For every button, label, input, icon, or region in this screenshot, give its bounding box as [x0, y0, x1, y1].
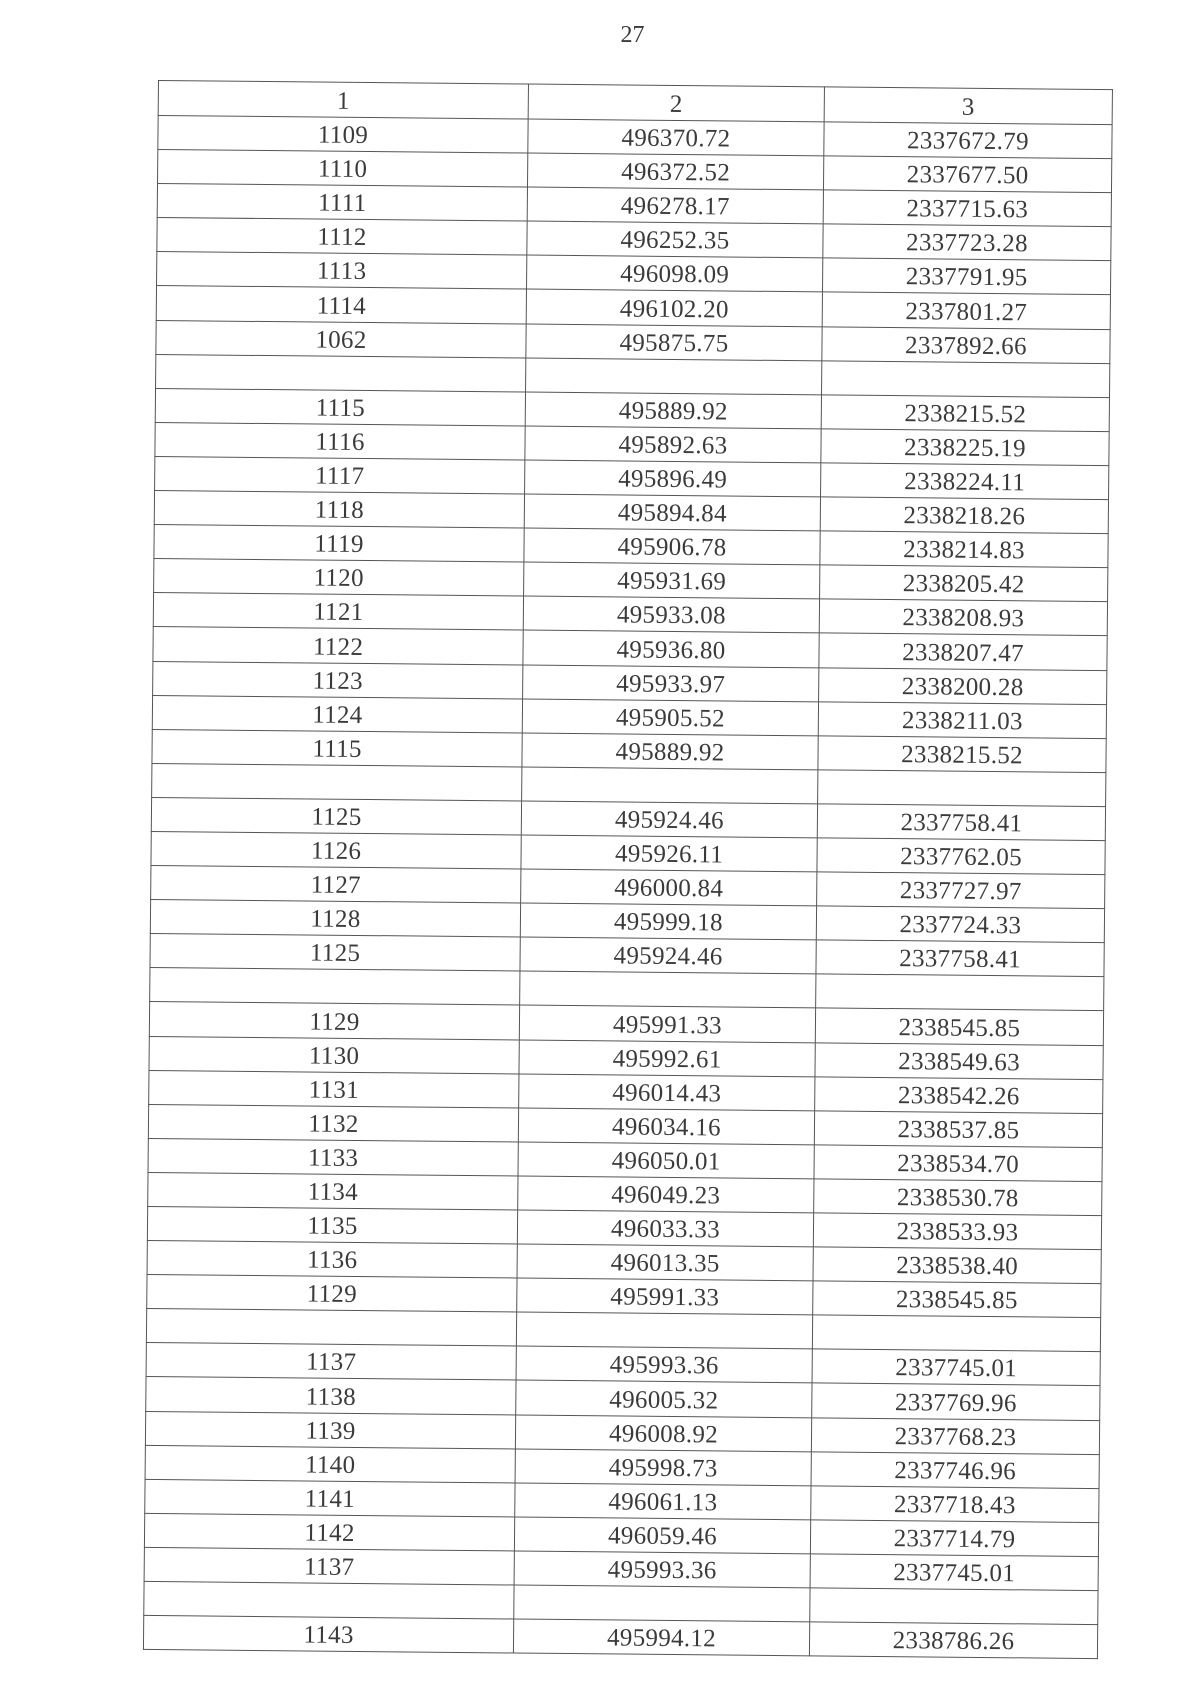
cell-y-coordinate: 2337758.41	[817, 804, 1105, 841]
cell-y-coordinate: 2338218.26	[820, 497, 1108, 534]
cell-y-coordinate: 2337768.23	[811, 1417, 1099, 1454]
cell-x-coordinate: 496370.72	[528, 119, 824, 156]
cell-point-number: 1142	[144, 1513, 514, 1551]
cell-x-coordinate: 495931.69	[524, 562, 820, 599]
cell-point-number: 1116	[155, 422, 525, 460]
cell-point-number: 1129	[149, 1002, 519, 1040]
page-number: 27	[620, 22, 645, 48]
cell-x-coordinate: 495889.92	[525, 392, 821, 429]
cell-x-coordinate: 496008.92	[515, 1415, 811, 1452]
cell-x-coordinate: 495993.36	[516, 1346, 812, 1383]
cell-x-coordinate: 495875.75	[526, 324, 822, 361]
cell-y-coordinate: 2337892.66	[822, 326, 1110, 363]
cell-point-number: 1122	[153, 627, 523, 665]
cell-point-number	[152, 763, 522, 801]
cell-point-number: 1117	[155, 456, 525, 494]
cell-y-coordinate: 2337762.05	[817, 838, 1105, 875]
cell-y-coordinate: 2337715.63	[823, 190, 1111, 227]
cell-y-coordinate: 2338786.26	[809, 1622, 1097, 1659]
cell-y-coordinate	[812, 1315, 1100, 1352]
cell-y-coordinate: 2338200.28	[819, 667, 1107, 704]
cell-x-coordinate: 495926.11	[521, 835, 817, 872]
cell-x-coordinate: 495889.92	[522, 733, 818, 770]
column-header-point: 1	[158, 81, 528, 120]
cell-point-number	[156, 354, 526, 392]
cell-y-coordinate: 2338225.19	[821, 429, 1109, 466]
cell-point-number: 1121	[153, 593, 523, 631]
cell-y-coordinate: 2338533.93	[813, 1213, 1101, 1250]
cell-x-coordinate: 495993.36	[514, 1551, 810, 1588]
cell-y-coordinate: 2337727.97	[817, 872, 1105, 909]
column-header-x: 2	[528, 84, 824, 122]
cell-point-number: 1113	[157, 252, 527, 290]
cell-y-coordinate	[810, 1588, 1098, 1625]
cell-y-coordinate: 2338542.26	[815, 1076, 1103, 1113]
cell-y-coordinate: 2338538.40	[813, 1247, 1101, 1284]
cell-x-coordinate	[522, 767, 818, 804]
cell-x-coordinate: 495905.52	[522, 699, 818, 736]
cell-x-coordinate: 496033.33	[517, 1210, 813, 1247]
cell-x-coordinate	[526, 358, 822, 395]
cell-y-coordinate	[816, 974, 1104, 1011]
cell-x-coordinate: 495933.97	[523, 665, 819, 702]
cell-y-coordinate: 2337791.95	[822, 258, 1110, 295]
cell-point-number: 1137	[146, 1343, 516, 1381]
cell-x-coordinate: 496059.46	[514, 1517, 810, 1554]
cell-x-coordinate: 495933.08	[523, 596, 819, 633]
cell-point-number: 1138	[146, 1377, 516, 1415]
cell-y-coordinate: 2338530.78	[814, 1179, 1102, 1216]
cell-y-coordinate: 2338549.63	[815, 1042, 1103, 1079]
cell-y-coordinate	[818, 770, 1106, 807]
cell-y-coordinate	[822, 361, 1110, 398]
cell-y-coordinate: 2338545.85	[815, 1008, 1103, 1045]
coordinates-table	[143, 80, 1113, 1659]
cell-point-number: 1118	[154, 491, 524, 529]
cell-x-coordinate: 496278.17	[527, 187, 823, 224]
cell-x-coordinate: 496000.84	[521, 869, 817, 906]
cell-point-number: 1112	[157, 218, 527, 256]
cell-x-coordinate: 496061.13	[515, 1483, 811, 1520]
cell-x-coordinate: 495991.33	[519, 1005, 815, 1042]
cell-x-coordinate: 495998.73	[515, 1449, 811, 1486]
cell-y-coordinate: 2338215.52	[821, 395, 1109, 432]
cell-point-number: 1134	[148, 1172, 518, 1210]
cell-point-number: 1141	[145, 1479, 515, 1517]
cell-point-number	[146, 1309, 516, 1347]
cell-y-coordinate: 2338214.83	[820, 531, 1108, 568]
cell-y-coordinate: 2338545.85	[813, 1281, 1101, 1318]
cell-point-number: 1115	[152, 729, 522, 767]
cell-x-coordinate: 496013.35	[517, 1244, 813, 1281]
cell-x-coordinate: 496014.43	[519, 1074, 815, 1111]
cell-point-number: 1136	[147, 1241, 517, 1279]
cell-x-coordinate: 496098.09	[527, 255, 823, 292]
cell-y-coordinate: 2337714.79	[810, 1520, 1098, 1557]
cell-point-number: 1123	[153, 661, 523, 699]
cell-point-number: 1110	[158, 150, 528, 188]
cell-x-coordinate	[520, 971, 816, 1008]
cell-y-coordinate: 2337746.96	[811, 1451, 1099, 1488]
cell-point-number: 1143	[143, 1616, 513, 1654]
cell-y-coordinate: 2337758.41	[816, 940, 1104, 977]
cell-x-coordinate: 495999.18	[520, 903, 816, 940]
cell-x-coordinate: 496005.32	[516, 1380, 812, 1417]
cell-y-coordinate: 2338208.93	[819, 599, 1107, 636]
cell-y-coordinate: 2338205.42	[820, 565, 1108, 602]
cell-point-number: 1114	[156, 286, 526, 324]
cell-x-coordinate: 496252.35	[527, 221, 823, 258]
cell-y-coordinate: 2338224.11	[821, 463, 1109, 500]
cell-y-coordinate: 2337718.43	[811, 1486, 1099, 1523]
table-body	[143, 116, 1112, 1659]
cell-point-number: 1125	[151, 797, 521, 835]
cell-y-coordinate: 2338215.52	[818, 736, 1106, 773]
cell-y-coordinate: 2338207.47	[819, 633, 1107, 670]
cell-point-number: 1137	[144, 1547, 514, 1585]
cell-y-coordinate: 2337769.96	[812, 1383, 1100, 1420]
cell-point-number: 1115	[155, 388, 525, 426]
cell-point-number: 1131	[149, 1070, 519, 1108]
cell-point-number: 1120	[154, 559, 524, 597]
cell-y-coordinate: 2338534.70	[814, 1145, 1102, 1182]
cell-point-number: 1133	[148, 1138, 518, 1176]
cell-point-number: 1130	[149, 1036, 519, 1074]
cell-x-coordinate: 495994.12	[513, 1619, 809, 1656]
cell-y-coordinate: 2337723.28	[823, 224, 1111, 261]
cell-x-coordinate: 495924.46	[521, 801, 817, 838]
cell-point-number: 1111	[157, 184, 527, 222]
cell-x-coordinate	[514, 1585, 810, 1622]
cell-x-coordinate: 495991.33	[517, 1278, 813, 1315]
cell-point-number: 1132	[148, 1104, 518, 1142]
cell-x-coordinate: 496049.23	[518, 1176, 814, 1213]
cell-y-coordinate: 2337801.27	[822, 292, 1110, 329]
cell-x-coordinate: 495896.49	[525, 460, 821, 497]
cell-x-coordinate	[516, 1312, 812, 1349]
cell-point-number: 1139	[145, 1411, 515, 1449]
cell-x-coordinate: 495906.78	[524, 528, 820, 565]
cell-point-number: 1135	[147, 1206, 517, 1244]
cell-point-number: 1062	[156, 320, 526, 358]
cell-x-coordinate: 495992.61	[519, 1040, 815, 1077]
cell-x-coordinate: 495894.84	[524, 494, 820, 531]
cell-x-coordinate: 495936.80	[523, 630, 819, 667]
cell-y-coordinate: 2337677.50	[823, 156, 1111, 193]
cell-point-number: 1140	[145, 1445, 515, 1483]
cell-x-coordinate: 496372.52	[527, 153, 823, 190]
cell-y-coordinate: 2338211.03	[818, 701, 1106, 738]
cell-y-coordinate: 2337724.33	[816, 906, 1104, 943]
cell-y-coordinate: 2338537.85	[814, 1111, 1102, 1148]
cell-point-number: 1127	[151, 866, 521, 904]
cell-point-number: 1119	[154, 525, 524, 563]
cell-point-number	[144, 1581, 514, 1619]
cell-x-coordinate: 496034.16	[518, 1108, 814, 1145]
cell-point-number: 1124	[152, 695, 522, 733]
cell-x-coordinate: 496050.01	[518, 1142, 814, 1179]
cell-x-coordinate: 495924.46	[520, 937, 816, 974]
cell-x-coordinate: 496102.20	[526, 290, 822, 327]
cell-y-coordinate: 2337672.79	[824, 122, 1112, 159]
cell-point-number	[150, 968, 520, 1006]
cell-point-number: 1109	[158, 116, 528, 154]
cell-x-coordinate: 495892.63	[525, 426, 821, 463]
cell-point-number: 1125	[150, 934, 520, 972]
column-header-y: 3	[824, 87, 1112, 125]
cell-point-number: 1129	[147, 1275, 517, 1313]
cell-point-number: 1126	[151, 831, 521, 869]
cell-point-number: 1128	[150, 900, 520, 938]
cell-y-coordinate: 2337745.01	[810, 1554, 1098, 1591]
cell-y-coordinate: 2337745.01	[812, 1349, 1100, 1386]
